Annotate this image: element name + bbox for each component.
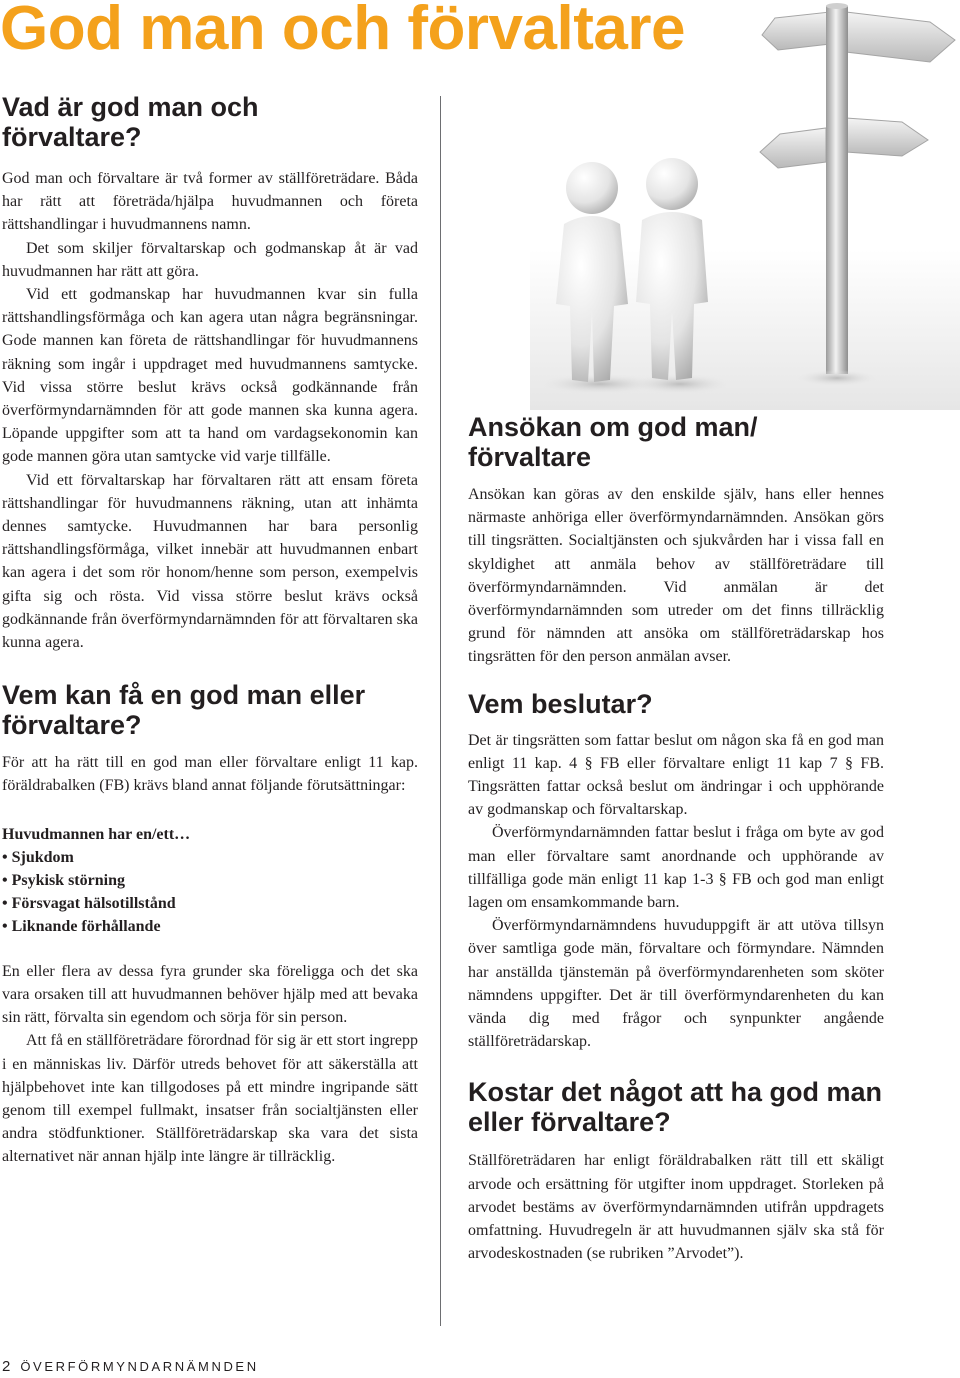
paragraph: God man och förvaltare är två former av ställföreträdare. Båda har rätt att företräda/hjälpa huvudmannen och företa rättshandlingar i huvudmannens namn. [2,170,418,234]
paragraph: Ställföreträdaren har enligt föräldrabalken rätt till ett skäligt arvode och ersättning för utgifter inom uppdraget. Storleken på arvodet bestäms av överförmyndarnämnden utifrån uppdragets omfattning. Huvudregeln är att huvudmannen själv ska stå för arvodeskostnaden (se rubriken ”Arvodet”). [468,1152,884,1263]
paragraph: Vid ett förvaltarskap har förvaltaren rätt att ensam företa rättshandlingar för huvudmannens räkning, utan att inhämta dennes samtycke. Huvudmannen har bara personlig rättshandlingsförmåga, vilket innebär att huvudmannen enbart kan agera i det som rör honom/henne som person, exempelvis gifta sig och rösta. Vid vissa större beslut krävs också godkännande från överförmyndarnämnden för att förvaltaren ska kunna agera. [2,471,418,652]
paragraph: Överförmyndarnämndens huvuduppgift är att utöva tillsyn över samtliga gode män, förvaltare och förmyndare. Nämnden har anställda tjänstemän på överförmyndarenheten som sköter nämndens uppgifter. Det är till överförmyndarenheten du kan vända dig med frågor och synpunkter angående ställföreträdarskap. [468,917,884,1051]
paragraph: Ansökan kan göras av den enskilde själv, hans eller hennes närmaste anhöriga eller överförmyndarnämnden. Ansökan görs till tingsrätten. Socialtjänsten och sjukvården har i vissa fall en skyldighet att anmäla behov av ställföreträdare till överförmyndarnämnden. Vid anmälan är det överförmyndarnämnden som utreder om det finns tillräcklig grund för nämnden att ansöka om ställföreträdarskap hos tingsrätten för den person anmälan avser. [468,486,884,666]
paragraph: Vid ett godmanskap har huvudmannen kvar sin fulla rättshandlingsförmåga och kan agera utan några begränsningar. Gode mannen kan företa de rättshandlingar för huvudmannens räkning som ingår i uppdraget med huvudmannens samtycke. Vid vissa större beslut krävs också godkännande från överförmyndarnämnden för att gode mannen ska kunna agera. Löpande uppgifter som att ta hand om vardagsekonomin kan gode mannen göra utan samtycke vid varje tillfälle. [2,286,418,466]
signpost-illustration [530,0,960,410]
paragraph: Det är tingsrätten som fattar beslut om någon ska få en god man enligt 11 kap. 4 § FB eller förvaltare enligt 11 kap 7 § FB. Tingsrätten fattar också beslut om ändringar i och upphörande av godmanskap och förvaltarskap. [468,731,884,819]
page-number: 2 [2,1358,11,1375]
criteria-list [2,846,418,939]
paragraph: En eller flera av dessa fyra grunder ska föreligga och det ska vara orsaken till att huvudmannen behöver hjälp med att bevaka sin rätt, förvalta sin egendom och sörja för sin person. [2,962,418,1027]
footer-organization: ÖVERFÖRMYNDARNÄMNDEN [20,1359,259,1374]
heading-kostar: Kostar det något att ha god man eller förvaltare? [468,1077,883,1138]
paragraph: Att få en ställföreträdare förordnad för sig är ett stort ingrepp i en människas liv. Därför utreds behovet för att säkerställa att hjälpbehovet inte kan tillgodoses på ett mindre ingripande sätt genom till exempel fullmakt, insatser från socialtjänsten eller andra stödfunktioner. Ställföreträdarskap ska vara det sista alternativet när annan hjälp inte längre är tillräcklig. [2,1032,418,1166]
list-item: • Psykisk störning [2,869,418,892]
criteria-heading: Huvudmannen har en/ett… [2,825,191,843]
column-divider [440,96,441,1326]
paragraph: För att ha rätt till en god man eller förvaltare enligt 11 kap. föräldrabalken (FB) krävs bland annat följande förutsättningar: [2,754,418,795]
paragraph: Överförmyndarnämnden fattar beslut i fråga om byte av god man eller förvaltare samt anordnande och upphörande av tillfälliga gode män enligt 11 kap 1-3 § FB och god man enligt lagen om ensamkommande barn. [468,824,884,912]
paragraph: Det som skiljer förvaltarskap och godmanskap åt är vad huvudmannen har rätt att göra. [2,239,418,280]
heading-vem-kan: Vem kan få en god man eller förvaltare? [2,680,366,741]
heading-vem-beslutar: Vem beslutar? [468,688,653,719]
heading-vad-ar: Vad är god man och förvaltare? [2,92,259,152]
right-column [468,412,884,1265]
page-footer [2,1358,259,1375]
left-column [2,92,418,1169]
page-title: God man och förvaltare [0,0,685,63]
list-item: • Försvagat hälsotillstånd [2,892,418,915]
list-item: • Sjukdom [2,846,418,869]
heading-ansokan: Ansökan om god man/ förvaltare [468,412,758,472]
list-item: • Liknande förhållande [2,915,418,938]
